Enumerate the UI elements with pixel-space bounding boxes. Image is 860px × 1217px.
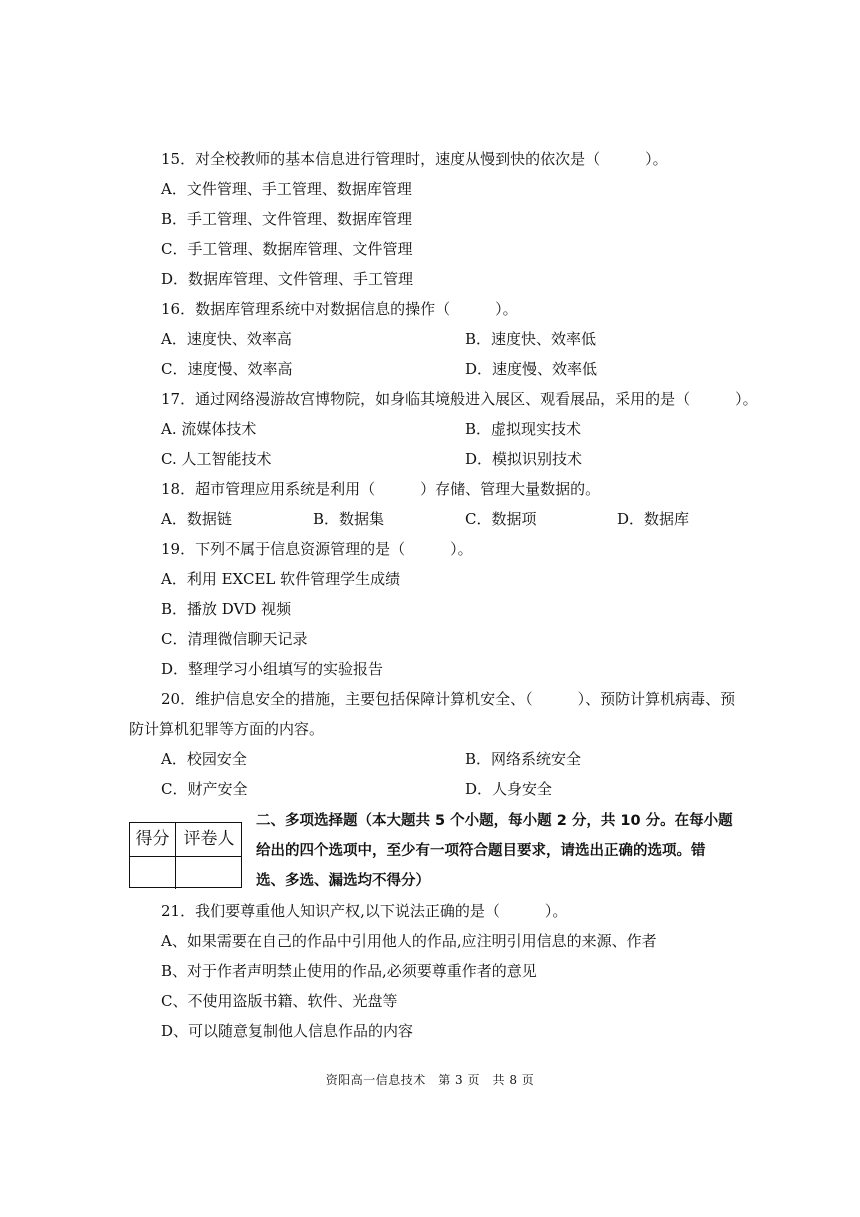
question-19-option-c: C．清理微信聊天记录: [161, 630, 308, 648]
question-18-option-a: A．数据链: [161, 510, 232, 528]
question-15-option-c: C．手工管理、数据库管理、文件管理: [161, 240, 413, 258]
question-16-option-a: A．速度快、效率高: [161, 330, 292, 348]
question-20-stem: 20．维护信息安全的措施，主要包括保障计算机安全、（ ）、预防计算机病毒、预: [161, 690, 736, 708]
score-header: 得分: [130, 823, 176, 856]
question-18-option-b: B．数据集: [313, 510, 385, 528]
question-18-option-c: C．数据项: [465, 510, 537, 528]
score-table: [129, 822, 242, 888]
question-21-option-c: C、不使用盗版书籍、软件、光盘等: [161, 992, 398, 1010]
question-20-option-b: B．网络系统安全: [465, 750, 582, 768]
question-20-option-c: C．财产安全: [161, 780, 248, 798]
question-15-option-b: B．手工管理、文件管理、数据库管理: [161, 210, 413, 228]
question-17-option-d: D．模拟识别技术: [465, 450, 583, 468]
question-17-option-b: B．虚拟现实技术: [465, 420, 582, 438]
question-20-stem-continued: 防计算机犯罪等方面的内容。: [129, 720, 325, 738]
section-2-heading-line3: 选、多选、漏选均不得分）: [256, 873, 430, 889]
section-2-heading-line2: 给出的四个选项中，至少有一项符合题目要求，请选出正确的选项。错: [256, 843, 706, 859]
question-15-stem: 15．对全校教师的基本信息进行管理时，速度从慢到快的依次是（ ）。: [161, 150, 668, 168]
question-21-option-a: A、如果需要在自己的作品中引用他人的作品,应注明引用信息的来源、作者: [161, 932, 657, 950]
question-18-stem: 18．超市管理应用系统是利用（ ）存储、管理大量数据的。: [161, 480, 601, 498]
page-footer: 资阳高一信息技术 第 3 页 共 8 页: [325, 1073, 535, 1087]
question-16-stem: 16．数据库管理系统中对数据信息的操作（ ）。: [161, 300, 518, 318]
question-17-stem: 17．通过网络漫游故宫博物院，如身临其境般进入展区、观看展品，采用的是（ ）。: [161, 390, 758, 408]
question-21-option-d: D、可以随意复制他人信息作品的内容: [161, 1022, 414, 1040]
question-18-option-d: D．数据库: [617, 510, 690, 528]
question-16-option-d: D．速度慢、效率低: [465, 360, 598, 378]
question-19-stem: 19．下列不属于信息资源管理的是（ ）。: [161, 540, 473, 558]
section-2-heading-line1: 二、多项选择题（本大题共 5 个小题，每小题 2 分，共 10 分。在每小题: [256, 813, 733, 829]
question-16-option-c: C．速度慢、效率高: [161, 360, 293, 378]
question-17-option-c: C. 人工智能技术: [161, 450, 272, 468]
question-17-option-a: A. 流媒体技术: [161, 420, 257, 438]
score-entry-row: [130, 856, 241, 889]
question-16-option-b: B．速度快、效率低: [465, 330, 597, 348]
question-20-option-d: D．人身安全: [465, 780, 553, 798]
question-21-stem: 21．我们要尊重他人知识产权,以下说法正确的是（ ）。: [161, 902, 568, 920]
question-15-option-d: D．数据库管理、文件管理、手工管理: [161, 270, 414, 288]
question-19-option-b: B．播放 DVD 视频: [161, 600, 292, 618]
question-20-option-a: A．校园安全: [161, 750, 247, 768]
question-19-option-d: D．整理学习小组填写的实验报告: [161, 660, 384, 678]
question-21-option-b: B、对于作者声明禁止使用的作品,必须要尊重作者的意见: [161, 962, 537, 980]
question-19-option-a: A．利用 EXCEL 软件管理学生成绩: [161, 570, 401, 588]
question-15-option-a: A．文件管理、手工管理、数据库管理: [161, 180, 412, 198]
grader-header: 评卷人: [183, 829, 235, 849]
